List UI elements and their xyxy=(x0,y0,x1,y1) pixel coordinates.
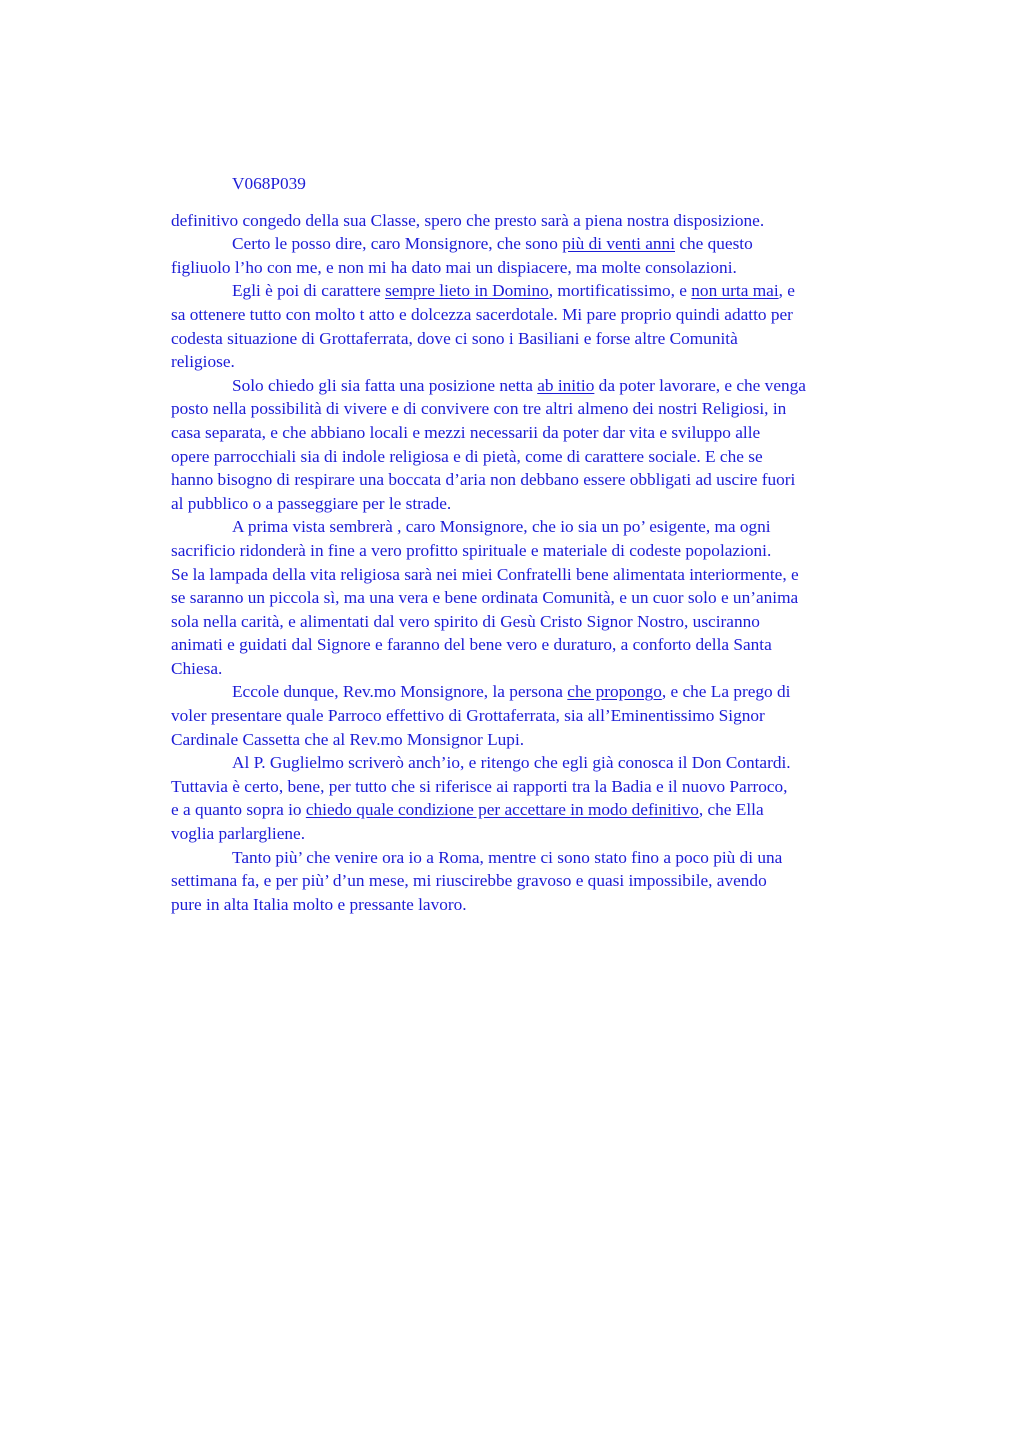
text-run: religiose. xyxy=(171,352,235,372)
document-reference-code: V068P039 xyxy=(232,174,306,193)
text-line xyxy=(171,680,931,704)
text-line xyxy=(171,869,931,893)
text-line xyxy=(171,468,931,492)
text-run: e a quanto sopra io xyxy=(171,800,306,820)
text-run: animati e guidati dal Signore e faranno del bene vero e duraturo, a conforto della Santa xyxy=(171,635,772,655)
text-line xyxy=(171,610,931,634)
text-run: Al P. Guglielmo scriverò anch’io, e ritengo che egli già conosca il Don Contardi. xyxy=(232,753,791,773)
text-line xyxy=(171,586,931,610)
text-run: , mortificatissimo, e xyxy=(548,281,692,301)
text-line xyxy=(171,751,931,775)
text-line xyxy=(171,232,931,256)
text-run: , e xyxy=(778,281,795,301)
text-line xyxy=(171,515,931,539)
text-run: Tanto più’ che venire ora io a Roma, mentre ci sono stato fino a poco più di una xyxy=(232,847,783,867)
text-run: Solo chiedo gli sia fatta una posizione netta xyxy=(232,375,538,395)
text-line xyxy=(171,657,931,681)
text-line xyxy=(171,822,931,846)
text-line xyxy=(171,374,931,398)
text-line xyxy=(171,704,931,728)
text-run: pure in alta Italia molto e pressante lavoro. xyxy=(171,894,467,914)
underlined-text: non urta mai xyxy=(691,281,779,301)
text-run: Tuttavia è certo, bene, per tutto che si riferisce ai rapporti tra la Badia e il nuovo Parroco, xyxy=(171,776,788,796)
text-line xyxy=(171,798,931,822)
text-run: Eccole dunque, Rev.mo Monsignore, la persona xyxy=(232,682,568,702)
text-line xyxy=(171,397,931,421)
text-line xyxy=(171,279,931,303)
text-run: hanno bisogno di respirare una boccata d’aria non debbano essere obbligati ad uscire fuori xyxy=(171,470,796,490)
text-line xyxy=(171,421,931,445)
text-line xyxy=(171,563,931,587)
text-run: al pubblico o a passeggiare per le strade. xyxy=(171,493,452,513)
text-run: voglia parlargliene. xyxy=(171,824,306,844)
text-run: A prima vista sembrerà , caro Monsignore, che io sia un po’ esigente, ma ogni xyxy=(232,517,771,537)
text-line xyxy=(171,327,931,351)
underlined-text: che propongo xyxy=(567,682,662,702)
text-line xyxy=(171,775,931,799)
text-line xyxy=(171,846,931,870)
text-run: , e che La prego di xyxy=(661,682,791,702)
text-run: sa ottenere tutto con molto t atto e dolcezza sacerdotale. Mi pare proprio quindi adatto per xyxy=(171,304,793,324)
text-line xyxy=(171,539,931,563)
text-run: da poter lavorare, e che venga xyxy=(594,375,806,395)
text-line xyxy=(171,893,931,917)
text-run: Certo le posso dire, caro Monsignore, che sono xyxy=(232,234,563,254)
underlined-text: sempre lieto in Domino xyxy=(385,281,549,301)
text-line xyxy=(171,350,931,374)
text-run: casa separata, e che abbiano locali e mezzi necessarii da poter dar vita e sviluppo alle xyxy=(171,422,761,442)
text-run: definitivo congedo della sua Classe, spero che presto sarà a piena nostra disposizione. xyxy=(171,210,765,230)
underlined-text: chiedo quale condizione per accettare in modo definitivo xyxy=(305,800,699,820)
document-page xyxy=(171,172,931,916)
text-run: se saranno un piccola sì, ma una vera e bene ordinata Comunità, e un cuor solo e un’anima xyxy=(171,588,799,608)
text-line xyxy=(171,633,931,657)
text-run: sacrificio ridonderà in fine a vero profitto spirituale e materiale di codeste popolazioni. xyxy=(171,540,772,560)
text-run: sola nella carità, e alimentati dal vero spirito di Gesù Cristo Signor Nostro, usciranno xyxy=(171,611,760,631)
text-run: Cardinale Cassetta che al Rev.mo Monsignor Lupi. xyxy=(171,729,525,749)
underlined-text: più di venti anni xyxy=(562,234,675,254)
text-run: opere parrocchiali sia di indole religiosa e di pietà, come di carattere sociale. E che se xyxy=(171,446,763,466)
text-line xyxy=(171,492,931,516)
text-run: , che Ella xyxy=(698,800,764,820)
text-run: che questo xyxy=(675,234,753,254)
text-line xyxy=(171,728,931,752)
text-run: Se la lampada della vita religiosa sarà nei miei Confratelli bene alimentata interiormente, e xyxy=(171,564,799,584)
text-run: settimana fa, e per più’ d’un mese, mi riuscirebbe gravoso e quasi impossibile, avendo xyxy=(171,871,767,891)
text-run: Egli è poi di carattere xyxy=(232,281,386,301)
text-run: posto nella possibilità di vivere e di convivere con tre altri almeno dei nostri Religiosi, in xyxy=(171,399,787,419)
text-run: Chiesa. xyxy=(171,658,223,678)
text-run: voler presentare quale Parroco effettivo di Grottaferrata, sia all’Eminentissimo Signor xyxy=(171,706,765,726)
letter-body xyxy=(171,209,931,917)
text-line xyxy=(171,445,931,469)
underlined-text: ab initio xyxy=(537,375,595,395)
text-line xyxy=(171,209,931,233)
text-line xyxy=(171,303,931,327)
text-run: codesta situazione di Grottaferrata, dove ci sono i Basiliani e forse altre Comunità xyxy=(171,328,738,348)
text-run: figliuolo l’ho con me, e non mi ha dato mai un dispiacere, ma molte consolazioni. xyxy=(171,257,737,277)
text-line xyxy=(171,256,931,280)
